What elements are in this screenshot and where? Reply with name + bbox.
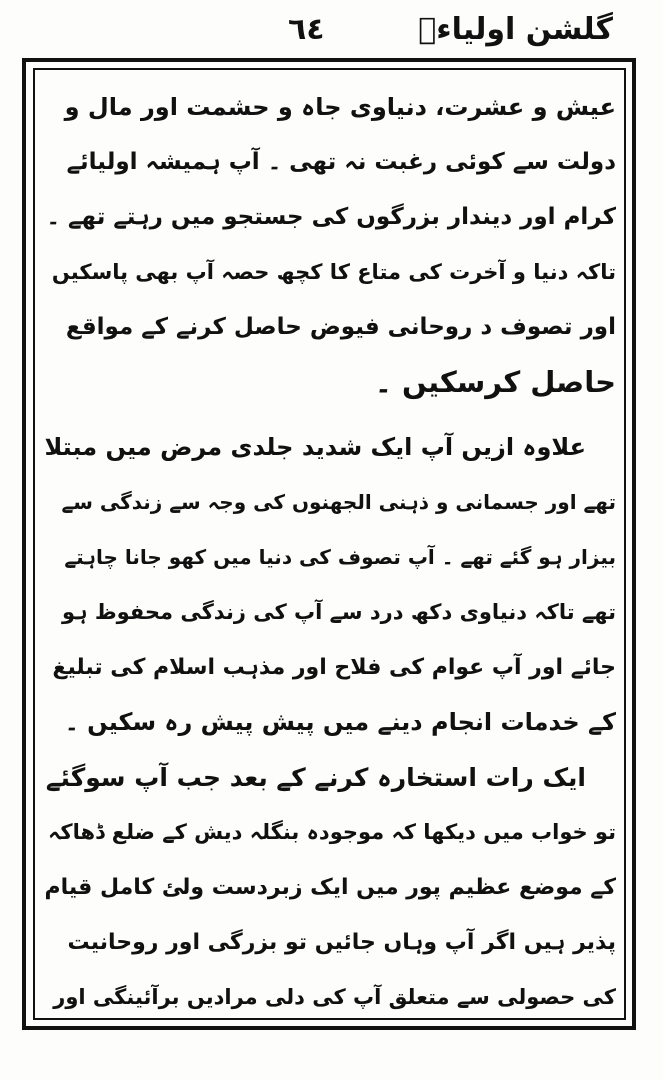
text-line: پذیر ہیں اگر آپ وہاں جائیں تو بزرگی اور روحانیت xyxy=(67,930,616,955)
text-line: جائے اور آپ عوام کی فلاح اور مذہب اسلام کی تبلیغ xyxy=(52,655,616,680)
text-line: علاوہ ازیں آپ ایک شدید جلدی مرض میں مبتلا xyxy=(44,433,586,461)
text-line: دولت سے کوئی رغبت نہ تھی ۔ آپ ہمیشہ اولیائے xyxy=(66,149,616,175)
running-header xyxy=(20,10,643,54)
text-line: اور تصوف د روحانی فیوض حاصل کرنے کے مواقع xyxy=(65,314,616,340)
text-line: عیش و عشرت، دنیاوی جاہ و حشمت اور مال و xyxy=(64,93,616,121)
book-title: گلشن اولیاءؒ xyxy=(418,12,613,47)
text-line: کرام اور دیندار بزرگوں کی جستجو میں رہتے تھے ۔ xyxy=(46,204,616,230)
text-line: کی حصولی سے متعلق آپ کی دلی مرادیں برآئینگی اور xyxy=(53,985,616,1009)
page-number: ٦٤ xyxy=(288,12,325,47)
text-line: تاکہ دنیا و آخرت کی متاع کا کچھ حصہ آپ بھی پاسکیں xyxy=(51,260,616,284)
text-line: ایک رات استخارہ کرنے کے بعد جب آپ سوگئے xyxy=(45,763,586,792)
text-line: حاصل کرسکیں ۔ xyxy=(374,365,616,399)
body-text xyxy=(44,80,616,1010)
text-line: تھے اور جسمانی و ذہنی الجھنوں کی وجہ سے زندگی سے xyxy=(61,490,616,514)
text-line: تھے تاکہ دنیاوی دکھ درد سے آپ کی زندگی محفوظ ہو xyxy=(62,600,616,624)
paragraph-gap xyxy=(44,410,616,420)
text-line: تو خواب میں دیکھا کہ موجودہ بنگلہ دیش کے ضلع ڈھاکہ xyxy=(48,820,616,844)
text-line: بیزار ہو گئے تھے ۔ آپ تصوف کی دنیا میں کھو جانا چاہتے xyxy=(64,545,616,569)
text-line: کے موضع عظیم پور میں ایک زبردست ولئ کامل قیام xyxy=(44,875,616,900)
text-line: کے خدمات انجام دینے میں پیش پیش رہ سکیں ۔ xyxy=(64,708,616,736)
